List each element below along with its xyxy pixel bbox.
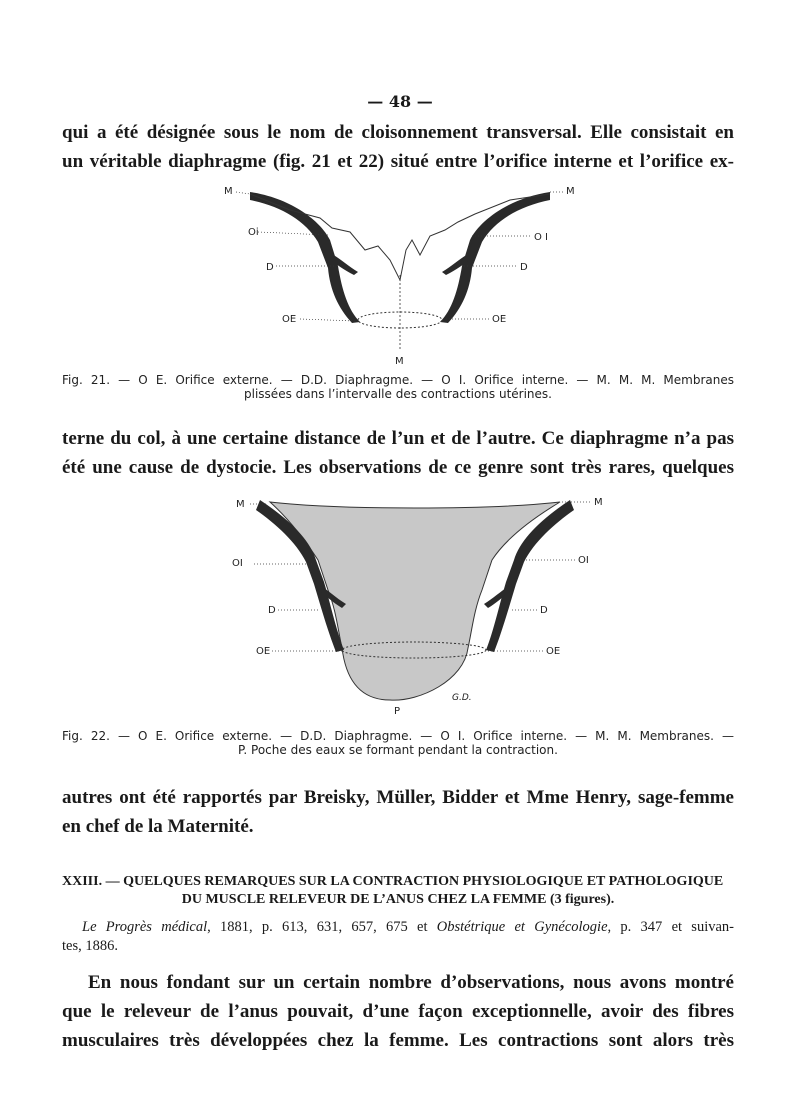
fig22-label: M xyxy=(236,499,245,510)
section-heading-line: XXIII. — QUELQUES REMARQUES SUR LA CONTRACTION PHYSIOLOGIQUE ET PATHOLOGIQUE xyxy=(62,874,724,889)
journal-name: Le Progrès médical xyxy=(82,919,208,935)
caption-line: Fig. 22. — O E. Orifice externe. — D.D. Diaphragme. — O I. Orifice interne. — M. M. Membranes. — xyxy=(62,729,734,743)
paragraph-line: qui a été désignée sous le nom de cloisonnement transversal. Elle consistait en xyxy=(62,122,734,143)
paragraph-intro xyxy=(62,118,734,176)
fig21-label: M xyxy=(395,356,404,367)
figure-22 xyxy=(220,490,610,715)
paragraph-middle xyxy=(62,424,734,482)
fig22-label: OI xyxy=(232,558,243,569)
caption-line: Fig. 21. — O E. Orifice externe. — D.D. Diaphragme. — O I. Orifice interne. — M. M. M. Membranes xyxy=(62,373,734,387)
journal-name: Obstétrique et Gynécologie xyxy=(436,919,608,935)
fig22-water-pocket xyxy=(270,502,560,700)
fig21-label: M xyxy=(566,186,575,197)
fig21-label: OE xyxy=(282,314,297,325)
fig22-label: OE xyxy=(256,646,271,657)
fig21-label: D xyxy=(266,262,274,273)
fig21-label: Oi xyxy=(248,227,259,238)
paragraph-line: En nous fondant sur un certain nombre d’observations, nous avons montré xyxy=(88,972,734,993)
bibliographic-reference xyxy=(62,918,734,956)
fig22-label: M xyxy=(594,497,603,508)
reference-line: tes, 1886. xyxy=(62,938,118,954)
paragraph-line: été une cause de dystocie. Les observations de ce genre sont très rares, quelques xyxy=(62,457,734,478)
reference-line xyxy=(62,918,734,937)
fig21-left-wall xyxy=(250,192,360,323)
paragraph-authors xyxy=(62,783,734,841)
paragraph-closing xyxy=(62,968,734,1055)
fig21-label: OE xyxy=(492,314,507,325)
page-number: — 48 — xyxy=(367,92,433,111)
figure-22-caption xyxy=(62,729,734,757)
fig22-label: OI xyxy=(578,555,589,566)
fig22-label: D xyxy=(268,605,276,616)
fig22-label: P xyxy=(394,706,401,715)
paragraph-line: terne du col, à une certaine distance de l’un et de l’autre. Ce diaphragme n’a pas xyxy=(62,428,734,449)
figure-21-caption xyxy=(62,373,734,401)
fig21-label: M xyxy=(224,186,233,197)
fig21-label: O I xyxy=(534,232,548,243)
section-heading-line: DU MUSCLE RELEVEUR DE L’ANUS CHEZ LA FEMME (3 figures). xyxy=(181,892,615,907)
caption-line: plissées dans l’intervalle des contractions utérines. xyxy=(244,387,552,401)
paragraph-line: que le releveur de l’anus pouvait, d’une façon exceptionnelle, avoir des fibres xyxy=(62,1001,734,1022)
fig22-label: OE xyxy=(546,646,561,657)
fig22-label: D xyxy=(540,605,548,616)
paragraph-line: autres ont été rapportés par Breisky, Müller, Bidder et Mme Henry, sage-femme xyxy=(62,787,734,808)
paragraph-line: un véritable diaphragme (fig. 21 et 22) situé entre l’orifice interne et l’orifice ex- xyxy=(62,151,734,172)
fig21-membrane xyxy=(250,194,550,280)
fig21-label: D xyxy=(520,262,528,273)
paragraph-line: musculaires très développées chez la femme. Les contractions sont alors très xyxy=(62,1030,734,1051)
caption-line: P. Poche des eaux se formant pendant la contraction. xyxy=(238,743,558,757)
paragraph-line: en chef de la Maternité. xyxy=(62,816,254,837)
section-heading xyxy=(62,873,734,909)
fig22-label: G.D. xyxy=(452,693,472,703)
fig21-right-wall xyxy=(440,192,550,323)
figure-21 xyxy=(220,180,580,370)
reference-text: , 1881, p. 613, 631, 657, 675 et xyxy=(207,919,437,935)
reference-text: , p. 347 et suivan- xyxy=(607,919,734,935)
